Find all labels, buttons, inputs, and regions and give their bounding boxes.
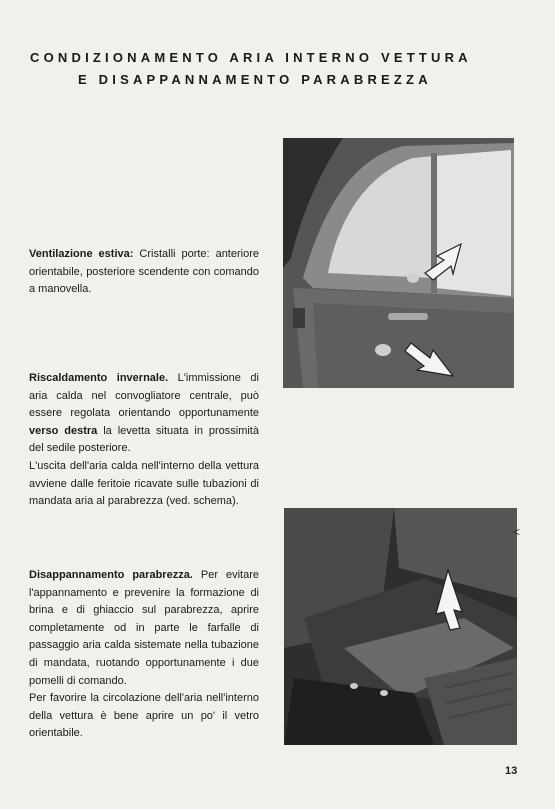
section-windscreen-demist <box>29 567 259 743</box>
section-text: L'immissione di aria calda nel convogliatore centrale, può essere regolata orientando opportunamente <box>29 372 259 420</box>
section-summer-ventilation <box>29 246 259 299</box>
door-window-illustration <box>283 138 514 388</box>
section-text: Cristalli porte: anteriore orientabile, posteriore scendente con comando a manovella. <box>29 248 259 296</box>
rear-seat-duct-photo <box>284 508 517 745</box>
section-heading: Riscaldamento invernale. <box>29 372 169 384</box>
margin-mark: V <box>511 528 522 536</box>
door-window-photo <box>283 138 514 388</box>
page-title-line-2: E DISAPPANNAMENTO PARABREZZA <box>78 72 432 87</box>
section-winter-heating <box>29 370 259 511</box>
section-text: L'uscita dell'aria calda nell'interno della vettura avviene dalle feritoie ricavate sulle tubazioni di mandata aria al parabrezza (ved. schema). <box>29 459 259 508</box>
section-heading: Ventilazione estiva: <box>29 248 134 260</box>
page-title-line-1: CONDIZIONAMENTO ARIA INTERNO VETTURA <box>30 50 472 65</box>
page-number: 13 <box>505 765 518 777</box>
rear-seat-duct-illustration <box>284 508 517 745</box>
section-text: la levetta situata in prossimità del sedile posteriore. <box>29 424 259 455</box>
section-heading: Disappannamento parabrezza. <box>29 569 193 581</box>
section-text: Per favorire la circolazione dell'aria nell'interno della vettura è bene aprire un po' il vetro orientabile. <box>29 692 259 740</box>
emphasis-text: verso destra <box>29 424 98 437</box>
section-text: Per evitare l'appannamento e prevenire la formazione di brina e di ghiaccio sul parabrezza, aprire completamente od in parte le farfalle di passaggio aria calda sistemate nella tubazione di mandata, ruotando opportunamente i due pomelli di comando. <box>29 569 259 687</box>
